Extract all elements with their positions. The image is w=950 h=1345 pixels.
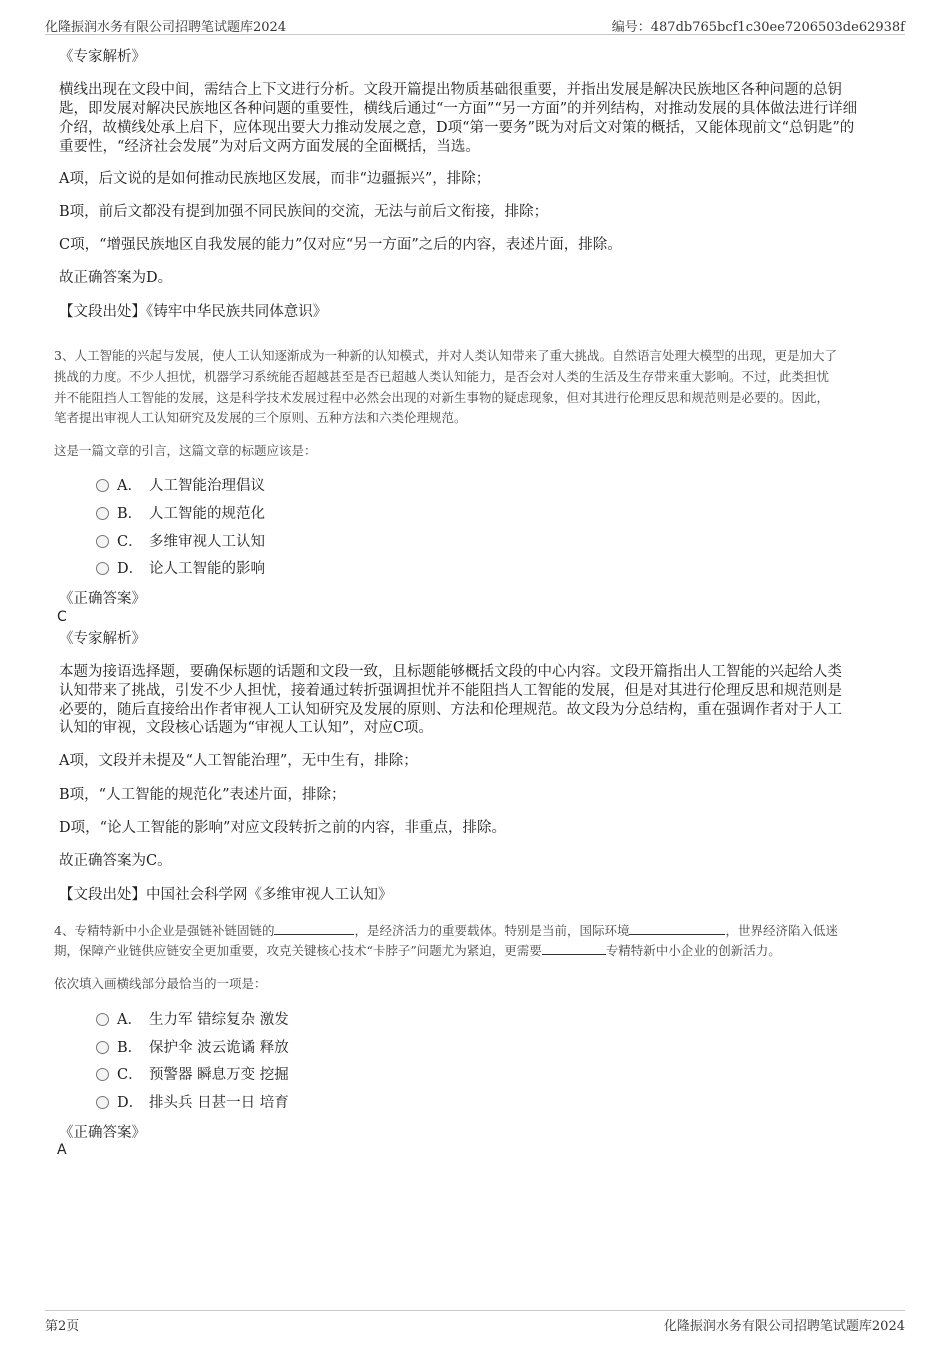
answer-value: C [57, 609, 67, 625]
option-letter: D． [117, 1095, 144, 1111]
conclusion: 故正确答案为C。 [59, 853, 172, 869]
source: 【文段出处】《铸牢中华民族共同体意识》 [59, 304, 328, 320]
analysis-title: 《专家解析》 [59, 631, 146, 647]
option-letter: A． [117, 1012, 142, 1028]
header-code: 编号：487db765bcf1c30ee7206503de62938f [611, 20, 905, 35]
stem-line: 笔者提出审视人工认知研究及发展的三个原则、五种方法和六类伦理规范。 [54, 410, 467, 425]
stem-text: 4、专精特新中小企业是强链补链固链的 [54, 923, 275, 938]
stem-line [54, 921, 838, 940]
header-title: 化隆振润水务有限公司招聘笔试题库2024 [45, 20, 287, 35]
option-d[interactable] [96, 1092, 289, 1114]
radio-icon[interactable] [96, 562, 109, 575]
stem-text: 专精特新中小企业的创新活力。 [605, 943, 781, 958]
option-letter: D． [117, 561, 144, 577]
reason-a: A项，后文说的是如何推动民族地区发展，而非“边疆振兴”，排除； [59, 171, 491, 187]
stem-text: ，是经济活力的重要载体。特别是当前，国际环境 [354, 923, 630, 938]
radio-icon[interactable] [96, 1041, 109, 1054]
stem-text: 期，保障产业链供应链安全更加重要，攻克关键核心技术“卡脖子”问题尤为紧迫，更需要 [54, 943, 542, 958]
analysis-line: 认知的审视，文段核心话题为“审视人工认知”，对应C项。 [59, 720, 433, 736]
question-prompt: 依次填入画横线部分最恰当的一项是： [54, 976, 267, 991]
stem-line: 挑战的力度。不少人担忧，机器学习系统能否超越甚至是否已超越人类认知能力，是否会对人类的生活及生存带来重大影响。不过，此类担忧 [54, 369, 830, 384]
footer-title: 化隆振润水务有限公司招聘笔试题库2024 [663, 1319, 905, 1334]
answer-title: 《正确答案》 [59, 1125, 146, 1141]
option-a[interactable] [96, 475, 265, 497]
option-text: 论人工智能的影响 [149, 561, 265, 577]
option-c[interactable] [96, 531, 265, 553]
analysis-line: 必要的，随后直接给出作者审视人工认知研究及发展的原则、方法和伦理规范。故文段为分总结构，重在强调作者对于人工 [59, 702, 842, 718]
option-text: 排头兵 日甚一日 培育 [149, 1095, 289, 1111]
analysis-line: 匙，即发展对解决民族地区各种问题的重要性，横线后通过“一方面”“另一方面”的并列结构，对推动发展的具体做法进行详细 [59, 101, 858, 117]
analysis-line: 横线出现在文段中间，需结合上下文进行分析。文段开篇提出物质基础很重要，并指出发展是解决民族地区各种问题的总钥 [59, 82, 842, 98]
stem-line [54, 941, 781, 960]
radio-icon[interactable] [96, 507, 109, 520]
reason-a: A项，文段并未提及“人工智能治理”，无中生有，排除； [59, 753, 418, 769]
option-letter: C． [117, 534, 143, 550]
stem-line: 3、人工智能的兴起与发展，使人工认知逐渐成为一种新的认知模式，并对人类认知带来了重大挑战。自然语言处理大模型的出现，更是加大了 [54, 348, 837, 363]
radio-icon[interactable] [96, 1096, 109, 1109]
analysis-title: 《专家解析》 [59, 49, 146, 65]
source: 【文段出处】中国社会科学网《多维审视人工认知》 [59, 887, 393, 903]
option-a[interactable] [96, 1009, 289, 1031]
stem-text: ，世界经济陷入低迷 [725, 923, 838, 938]
stem-line: 并不能阻挡人工智能的发展，这是科学技术发展过程中必然会出现的对新生事物的疑虑现象，但对其进行伦理反思和规范则是必要的。因此， [54, 390, 830, 405]
page-header [45, 14, 905, 35]
reason-d: D项，“论人工智能的影响”对应文段转折之前的内容，非重点，排除。 [59, 820, 506, 836]
page-footer [45, 1310, 905, 1335]
option-letter: B． [117, 506, 143, 522]
analysis-line: 认知带来了挑战，引发不少人担忧，接着通过转折强调担忧并不能阻挡人工智能的发展，但是对其进行伦理反思和规范则是 [59, 683, 842, 699]
option-d[interactable] [96, 558, 265, 580]
option-c[interactable] [96, 1064, 289, 1086]
option-b[interactable] [96, 1037, 289, 1059]
radio-icon[interactable] [96, 479, 109, 492]
option-text: 预警器 瞬息万变 挖掘 [149, 1067, 289, 1083]
option-letter: A． [117, 478, 142, 494]
page-number: 第2页 [45, 1319, 80, 1334]
option-text: 生力军 错综复杂 激发 [149, 1012, 289, 1028]
option-letter: C． [117, 1067, 143, 1083]
answer-title: 《正确答案》 [59, 591, 146, 607]
reason-b: B项，“人工智能的规范化”表述片面，排除； [59, 787, 346, 803]
conclusion: 故正确答案为D。 [59, 270, 173, 286]
radio-icon[interactable] [96, 535, 109, 548]
analysis-line: 本题为接语选择题，要确保标题的话题和文段一致，且标题能够概括文段的中心内容。文段开篇指出人工智能的兴起给人类 [59, 664, 842, 680]
question-prompt: 这是一篇文章的引言，这篇文章的标题应该是： [54, 443, 317, 458]
option-text: 人工智能治理倡议 [149, 478, 265, 494]
option-text: 多维审视人工认知 [149, 534, 265, 550]
option-letter: B． [117, 1040, 143, 1056]
option-b[interactable] [96, 503, 265, 525]
radio-icon[interactable] [96, 1068, 109, 1081]
fill-blank-3 [542, 942, 606, 955]
reason-b: B项，前后文都没有提到加强不同民族间的交流，无法与前后文衔接，排除； [59, 204, 549, 220]
radio-icon[interactable] [96, 1013, 109, 1026]
option-text: 保护伞 波云诡谲 释放 [149, 1040, 289, 1056]
fill-blank-1 [274, 922, 354, 935]
option-text: 人工智能的规范化 [149, 506, 265, 522]
analysis-line: 介绍，故横线处承上启下，应体现出要大力推动发展之意，D项“第一要务”既为对后文对策的概括，又能体现前文“总钥匙”的 [59, 120, 855, 136]
fill-blank-2 [629, 922, 725, 935]
analysis-line: 重要性，“经济社会发展”为对后文两方面发展的全面概括，当选。 [59, 139, 480, 155]
answer-value: A [57, 1142, 67, 1158]
reason-c: C项，“增强民族地区自我发展的能力”仅对应“另一方面”之后的内容，表述片面，排除。 [59, 237, 622, 253]
